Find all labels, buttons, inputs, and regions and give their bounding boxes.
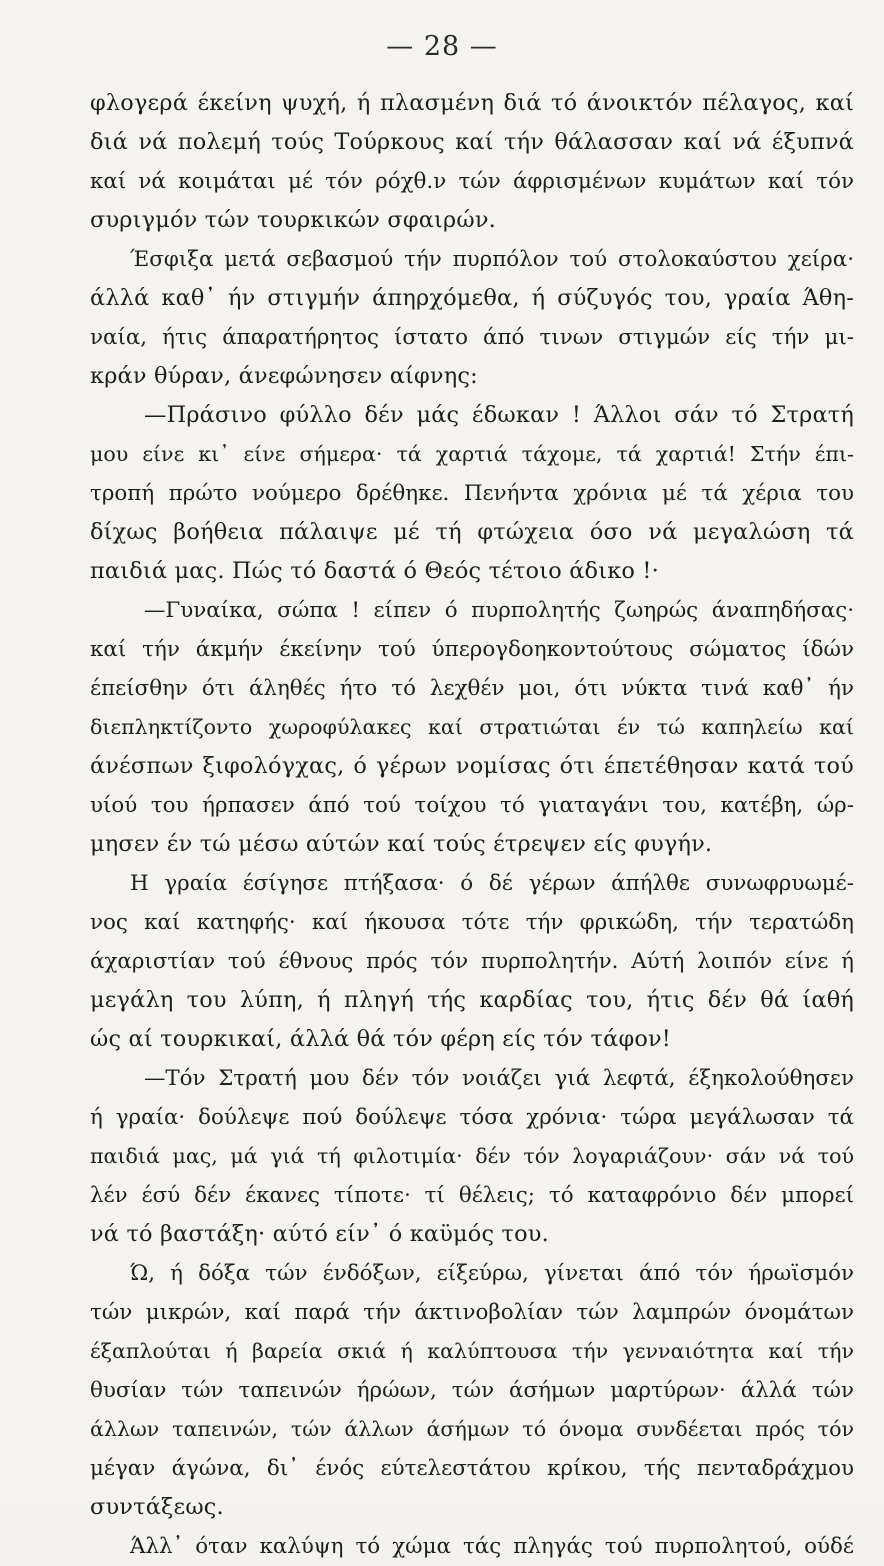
text-line: άνέσπων ξιφολόγχας, ό γέρων νομίσας ότι έπετέθησαν κατά τού: [90, 753, 854, 779]
text-line: νος καί κατηφής· καί ήκουσα τότε τήν φρικώδη, τήν τερατώδη: [90, 910, 854, 935]
text-line: έξαπλούται ή βαρεία σκιά ή καλύπτουσα τήν γενναιότητα καί τήν: [90, 1339, 854, 1363]
text-line: μου είνε κι᾿ είνε σήμερα· τά χαρτιά τάχομε, τά χαρτιά! Στήν έπι-: [90, 442, 854, 466]
text-line: λέν έσύ δέν έκανες τίποτε· τί θέλεις; τό καταφρόνιο δέν μπορεί: [90, 1183, 854, 1208]
text-line: νά τό βαστάξη· αύτό είν᾿ ό καϋμός του.: [90, 1221, 549, 1247]
text-line: διά νά πολεμή τούς Τούρκους καί τήν θάλασσαν καί νά έξυπνά: [90, 129, 854, 155]
text-line: παιδιά μας. Πώς τό δαστά ό Θεός τέτοιο άδικο !·: [90, 558, 659, 584]
text-line: μησεν έν τώ μέσω αύτών καί τούς έτρεψεν είς φυγήν.: [90, 831, 713, 857]
text-line: Η γραία έσίγησε πτήξασα· ό δέ γέρων άπήλθε συνωφρυωμέ-: [130, 871, 854, 896]
body-text: [90, 84, 854, 1566]
text-line: μέγαν άγώνα, δι᾿ ένός εύτελεστάτου κρίκου, τής πενταδράχμου: [90, 1456, 854, 1481]
text-line: άχαριστίαν τού έθνους πρός τόν πυρπολητήν. Αύτή λοιπόν είνε ή: [90, 949, 854, 974]
text-line: έπείσθην ότι άληθές ήτο τό λεχθέν μοι, ότι νύκτα τινά καθ᾿ ήν: [90, 676, 854, 701]
text-line: θυσίαν τών ταπεινών ήρώων, τών άσήμων μαρτύρων· άλλά τών: [90, 1378, 854, 1403]
text-line: άλλά καθ᾿ ήν στιγμήν άπηρχόμεθα, ή σύζυγός του, γραία Άθη-: [90, 285, 854, 311]
text-line: διεπληκτίζοντο χωροφύλακες καί στρατιώται έν τώ καπηλείω καί: [90, 715, 854, 739]
text-line: δίχως βοήθεια πάλαιψε μέ τή φτώχεια όσο νά μεγαλώση τά: [90, 519, 854, 545]
text-line: Ώ, ή δόξα τών ένδόξων, είξεύρω, γίνεται άπό τόν ήρωϊσμόν: [130, 1261, 854, 1286]
text-line: υίού του ήρπασεν άπό τού τοίχου τό γιαταγάνι του, κατέβη, ώρ-: [90, 793, 854, 818]
text-line: παιδιά μας, μά γιά τή φιλοτιμία· δέν τόν λογαριάζουν· σάν νά τού: [90, 1144, 854, 1168]
text-line: —Γυναίκα, σώπα ! είπεν ό πυρπολητής ζωηρώς άναπηδήσας·: [144, 598, 854, 623]
text-line: τροπή πρώτο νούμερο δρέθηκε. Πενήντα χρόνια μέ τά χέρια του: [90, 481, 854, 506]
text-line: φλογερά έκείνη ψυχή, ή πλασμένη διά τό άνοικτόν πέλαγος, καί: [90, 90, 854, 116]
text-line: Άλλ᾿ όταν καλύψη τό χώμα τάς πληγάς τού πυρπολητού, ούδέ: [130, 1534, 854, 1559]
text-line: καί νά κοιμάται μέ τόν ρόχθ.ν τών άφρισμένων κυμάτων καί τόν: [90, 169, 854, 194]
text-line: —Τόν Στρατή μου δέν τόν νοιάζει γιά λεφτά, έξηκολούθησεν: [144, 1066, 854, 1091]
text-line: κράν θύραν, άνεφώνησεν αίφνης:: [90, 363, 478, 389]
text-line: Έσφιξα μετά σεβασμού τήν πυρπόλον τού στολοκαύστου χείρα·: [130, 247, 854, 272]
text-line: καί τήν άκμήν έκείνην τού ύπερογδοηκοντούτους σώματος ίδών: [90, 637, 854, 662]
text-line: ή γραία· δούλεψε πού δούλεψε τόσα χρόνια· τώρα μεγάλωσαν τά: [90, 1105, 854, 1130]
text-line: —Πράσινο φύλλο δέν μάς έδωκαν ! Άλλοι σάν τό Στρατή: [144, 402, 854, 428]
text-line: άλλων ταπεινών, τών άλλων άσήμων τό όνομα συνδέεται πρός τόν: [90, 1417, 854, 1441]
text-line: μεγάλη του λύπη, ή πληγή τής καρδίας του, ήτις δέν θά ίαθή: [90, 987, 854, 1013]
text-line: τών μικρών, καί παρά τήν άκτινοβολίαν τών λαμπρών όνομάτων: [90, 1300, 854, 1325]
text-line: ώς αί τουρκικαί, άλλά θά τόν φέρη είς τόν τάφον!: [90, 1026, 672, 1052]
text-line: ναία, ήτις άπαρατήρητος ίστατο άπό τινων στιγμών είς τήν μι-: [90, 325, 854, 350]
page-number: — 28 —: [386, 31, 498, 62]
text-line: συντάξεως.: [90, 1494, 224, 1520]
text-line: συριγμόν τών τουρκικών σφαιρών.: [90, 207, 496, 233]
